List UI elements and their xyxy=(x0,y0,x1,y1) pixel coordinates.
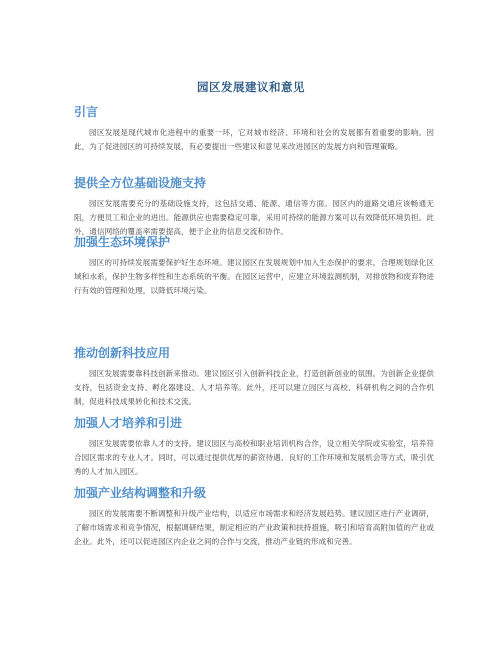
section-industry xyxy=(74,485,434,549)
section-infrastructure xyxy=(74,175,434,239)
section-introduction xyxy=(74,104,434,154)
document-title: 园区发展建议和意见 xyxy=(197,80,305,94)
section-paragraph: 园区发展需要靠科技创新来推动。建议园区引入创新科技企业，打造创新创业的氛围。为创新企业提供支持，包括资金支持、孵化器建设、人才培养等。此外，还可以建立园区与高校、科研机构之间的合作机制，促进科技成果转化和技术交流。 xyxy=(74,369,434,406)
section-paragraph: 园区的可持续发展需要保护好生态环境。建议园区在发展规划中加入生态保护的要求，合理规划绿化区域和水系，保护生物多样性和生态系统的平衡。在园区运营中，应建立环境监测机制，对排放物和废弃物进行有效的管理和处理，以降低环境污染。 xyxy=(74,258,434,295)
section-talent xyxy=(74,415,434,479)
section-paragraph: 园区发展需要依靠人才的支持。建议园区与高校和职业培训机构合作，设立相关学院或实验室，培养符合园区需求的专业人才。同时，可以通过提供优厚的薪资待遇、良好的工作环境和发展机会等方式，吸引优秀的人才加入园区。 xyxy=(74,439,434,476)
section-heading: 加强人才培养和引进 xyxy=(74,416,183,430)
section-paragraph: 园区的发展需要不断调整和升级产业结构，以适应市场需求和经济发展趋势。建议园区进行产业调研，了解市场需求和竞争情况，根据调研结果，制定相应的产业政策和扶持措施，吸引和培育高附加值的产业或企业。此外，还可以促进园区内企业之间的合作与交流，推动产业链的形成和完善。 xyxy=(74,509,434,546)
section-paragraph: 园区发展是现代城市化进程中的重要一环，它对城市经济、环境和社会的发展都有着重要的影响。因此，为了促进园区的可持续发展，有必要提出一些建议和意见来改进园区的发展方向和管理策略。 xyxy=(74,128,434,151)
section-heading: 推动创新科技应用 xyxy=(74,346,171,360)
section-heading: 加强生态环境保护 xyxy=(74,235,171,249)
section-heading: 引言 xyxy=(74,105,99,119)
section-heading: 加强产业结构调整和升级 xyxy=(74,486,207,500)
section-ecology xyxy=(74,234,434,298)
section-innovation xyxy=(74,345,434,409)
section-heading: 提供全方位基础设施支持 xyxy=(74,176,207,190)
section-paragraph: 园区发展需要充分的基础设施支持，这包括交通、能源、通信等方面。园区内的道路交通应该畅通无阻，方便员工和企业的进出。能源供应也需要稳定可靠，采用可持续的能源方案可以有效降低环境负担。此外，通信网络的覆盖率需要提高，便于企业的信息交流和协作。 xyxy=(74,199,434,236)
